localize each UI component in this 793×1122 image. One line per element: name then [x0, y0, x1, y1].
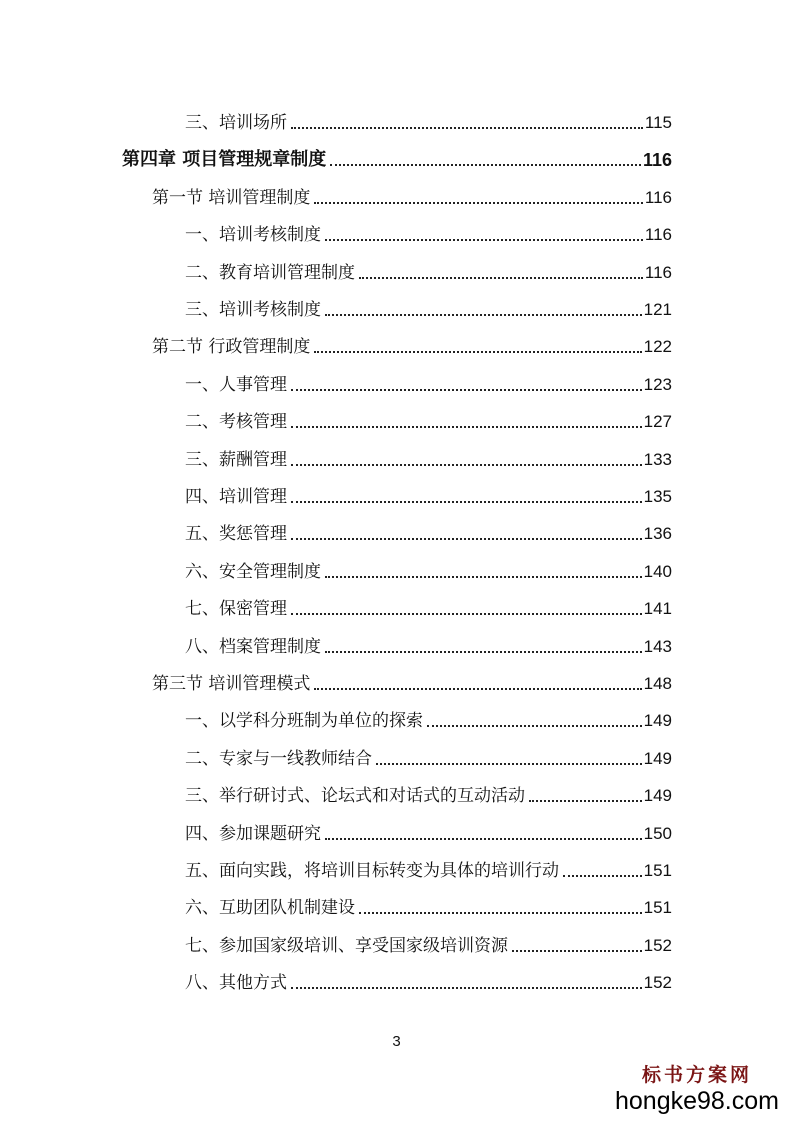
toc-leader-dots: [359, 911, 642, 914]
toc-item[interactable]: [185, 517, 672, 545]
toc-page-number: 116: [644, 225, 672, 244]
watermark-url: hongke98.com: [614, 1087, 779, 1115]
toc-item[interactable]: [185, 891, 672, 919]
toc-item[interactable]: [185, 106, 672, 134]
toc-item[interactable]: [185, 555, 672, 583]
toc-page-number: 141: [643, 599, 672, 618]
toc-item[interactable]: [185, 817, 672, 845]
toc-title: 七、保密管理: [185, 599, 287, 619]
toc-page-number: 121: [643, 300, 672, 319]
toc-page-number: 123: [643, 375, 672, 394]
toc-leader-dots: [291, 500, 642, 503]
toc-title: 一、以学科分班制为单位的探索: [185, 711, 423, 731]
toc-item[interactable]: [185, 929, 672, 957]
toc-leader-dots: [291, 612, 642, 615]
toc-page-number: 151: [643, 898, 672, 917]
toc-page-number: 152: [643, 936, 672, 955]
toc-page-number: 127: [643, 412, 672, 431]
page-number: 3: [392, 1033, 401, 1050]
toc-page-number: 116: [644, 188, 672, 207]
toc-title: 二、教育培训管理制度: [185, 263, 355, 283]
toc-title: 八、其他方式: [185, 973, 287, 993]
toc-title: 七、参加国家级培训、享受国家级培训资源: [185, 936, 508, 956]
toc-leader-dots: [314, 687, 641, 690]
toc-leader-dots: [359, 276, 643, 279]
toc-section[interactable]: [152, 330, 672, 358]
toc-item[interactable]: [185, 779, 672, 807]
watermark: [615, 1066, 779, 1114]
toc-leader-dots: [330, 163, 641, 166]
toc-item[interactable]: [185, 368, 672, 396]
toc-title: 第二节 行政管理制度: [152, 337, 311, 357]
toc-page-number: 135: [643, 487, 672, 506]
toc-leader-dots: [427, 724, 642, 727]
toc-page-number: 148: [643, 674, 672, 693]
toc-title: 三、薪酬管理: [185, 450, 287, 470]
toc-page-number: 116: [642, 150, 672, 170]
toc-title: 五、面向实践，将培训目标转变为具体的培训行动: [185, 861, 559, 881]
toc-item[interactable]: [185, 405, 672, 433]
toc-item[interactable]: [185, 218, 672, 246]
watermark-name: 标书方案网: [641, 1064, 752, 1086]
toc-leader-dots: [291, 986, 642, 989]
toc-leader-dots: [325, 837, 642, 840]
toc-page-number: 143: [643, 637, 672, 656]
toc-section[interactable]: [152, 181, 672, 209]
toc-title: 三、培训场所: [185, 113, 287, 133]
toc-item[interactable]: [185, 742, 672, 770]
toc-page-number: 150: [643, 824, 672, 843]
toc-title: 一、培训考核制度: [185, 225, 321, 245]
toc-item[interactable]: [185, 854, 672, 882]
toc-item[interactable]: [185, 966, 672, 994]
toc-leader-dots: [529, 799, 642, 802]
toc-page-number: 133: [643, 450, 672, 469]
toc-leader-dots: [325, 313, 642, 316]
toc-page-number: 122: [643, 337, 672, 356]
toc-item[interactable]: [185, 480, 672, 508]
toc-page-number: 149: [643, 786, 672, 805]
toc-item[interactable]: [185, 256, 672, 284]
toc-chapter[interactable]: [122, 143, 672, 171]
toc-leader-dots: [291, 537, 642, 540]
toc-title: 二、考核管理: [185, 412, 287, 432]
toc-page-number: 115: [644, 113, 672, 132]
toc-leader-dots: [563, 874, 642, 877]
toc-title: 第四章 项目管理规章制度: [122, 149, 327, 170]
toc-title: 二、专家与一线教师结合: [185, 749, 372, 769]
toc-title: 三、举行研讨式、论坛式和对话式的互动活动: [185, 786, 525, 806]
toc-page-number: 149: [643, 711, 672, 730]
toc-item[interactable]: [185, 443, 672, 471]
toc-leader-dots: [291, 425, 642, 428]
toc-title: 五、奖惩管理: [185, 524, 287, 544]
toc-title: 四、参加课题研究: [185, 824, 321, 844]
toc-page-number: 140: [643, 562, 672, 581]
toc-title: 三、培训考核制度: [185, 300, 321, 320]
toc-leader-dots: [325, 650, 642, 653]
toc-section[interactable]: [152, 667, 672, 695]
toc-leader-dots: [314, 350, 641, 353]
toc-page-number: 136: [643, 524, 672, 543]
toc-title: 六、安全管理制度: [185, 562, 321, 582]
toc-leader-dots: [325, 238, 643, 241]
toc-leader-dots: [512, 949, 642, 952]
toc-title: 六、互助团队机制建设: [185, 898, 355, 918]
toc-leader-dots: [314, 201, 642, 204]
toc-title: 一、人事管理: [185, 375, 287, 395]
toc-leader-dots: [325, 575, 642, 578]
toc-title: 第一节 培训管理制度: [152, 188, 311, 208]
toc-item[interactable]: [185, 630, 672, 658]
toc-leader-dots: [376, 762, 642, 765]
toc-item[interactable]: [185, 592, 672, 620]
toc-item[interactable]: [185, 293, 672, 321]
toc-title: 第三节 培训管理模式: [152, 674, 311, 694]
toc-leader-dots: [291, 126, 643, 129]
toc-title: 四、培训管理: [185, 487, 287, 507]
toc-title: 八、档案管理制度: [185, 637, 321, 657]
toc-page-number: 152: [643, 973, 672, 992]
toc-page-number: 149: [643, 749, 672, 768]
toc-leader-dots: [291, 463, 642, 466]
toc-item[interactable]: [185, 704, 672, 732]
toc-page-number: 116: [644, 263, 672, 282]
toc-page-number: 151: [643, 861, 672, 880]
toc-leader-dots: [291, 388, 642, 391]
